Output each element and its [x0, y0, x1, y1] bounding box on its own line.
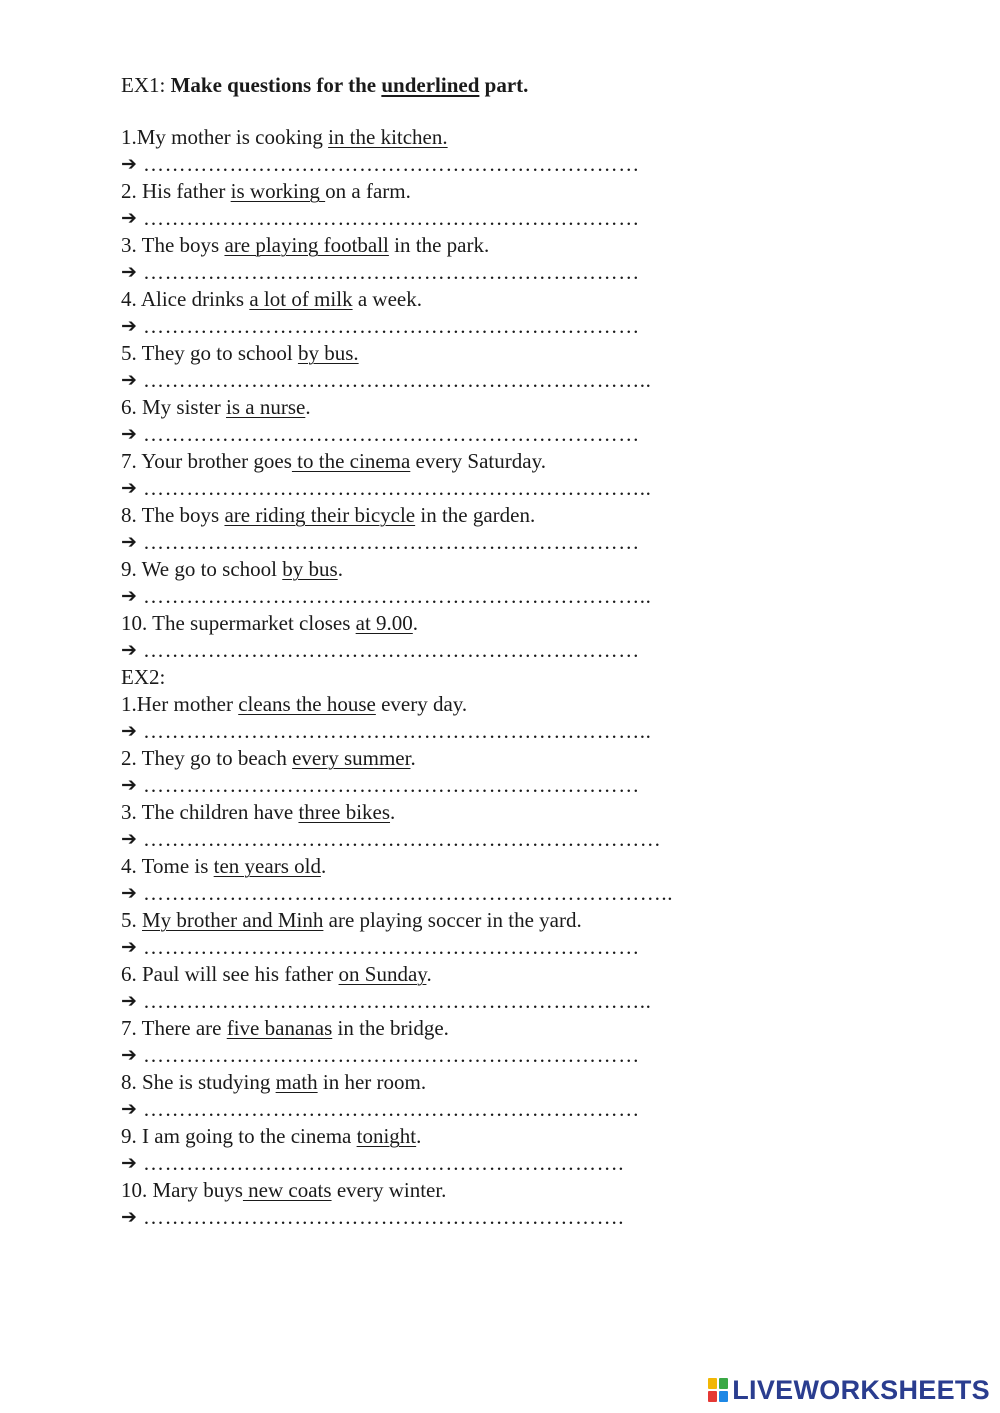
arrow-icon: ➔ — [121, 207, 137, 229]
ex1-answer-line-3[interactable] — [121, 259, 741, 286]
underlined-part: is a nurse — [226, 395, 306, 419]
answer-blank[interactable]: …………………………………………………………….. — [143, 476, 652, 500]
arrow-icon: ➔ — [121, 369, 137, 391]
ex1-question-2 — [121, 178, 741, 205]
underlined-part: cleans the house — [238, 692, 376, 716]
question-text: 8. The boys — [121, 503, 225, 527]
logo-square-2 — [719, 1378, 728, 1389]
underlined-part: is working — [230, 179, 326, 203]
ex2-question-9 — [121, 1123, 741, 1150]
ex2-answer-line-6[interactable] — [121, 988, 741, 1015]
question-text-end: every winter. — [331, 1178, 447, 1202]
answer-blank[interactable]: …………………………………………………………… — [143, 773, 640, 797]
ex1-question-9 — [121, 556, 741, 583]
ex1-answer-line-10[interactable] — [121, 637, 741, 664]
underlined-part: new coats — [242, 1178, 332, 1202]
arrow-icon: ➔ — [121, 936, 137, 958]
arrow-icon: ➔ — [121, 639, 137, 661]
question-text-end: on a farm. — [325, 179, 411, 203]
answer-blank[interactable]: …………………………………………………………….. — [143, 719, 652, 743]
question-text: 7. There are — [121, 1016, 227, 1040]
underlined-part: by bus — [282, 557, 338, 581]
question-text: 5. They go to school — [121, 341, 298, 365]
underlined-part: My brother and Minh — [142, 908, 324, 932]
ex1-answer-line-6[interactable] — [121, 421, 741, 448]
question-text: 6. My sister — [121, 395, 226, 419]
question-text-end: a week. — [352, 287, 422, 311]
ex2-question-7 — [121, 1015, 741, 1042]
question-text: 9. I am going to the cinema — [121, 1124, 357, 1148]
ex1-answer-line-1[interactable] — [121, 151, 741, 178]
answer-blank[interactable]: …………………………………………………………… — [143, 1043, 640, 1067]
worksheet — [121, 70, 741, 1231]
ex2-question-3 — [121, 799, 741, 826]
answer-blank[interactable]: …………………………………………………………… — [143, 638, 640, 662]
ex2-question-6 — [121, 961, 741, 988]
question-text-end: every day. — [375, 692, 468, 716]
ex2-question-8 — [121, 1069, 741, 1096]
ex2-answer-line-10[interactable] — [121, 1204, 741, 1231]
question-text: 6. Paul will see his father — [121, 962, 339, 986]
ex1-question-6 — [121, 394, 741, 421]
ex1-answer-line-2[interactable] — [121, 205, 741, 232]
ex1-instruction-pre: Make questions for the — [170, 73, 382, 97]
question-text: 1.Her mother — [121, 692, 239, 716]
underlined-part: on Sunday — [338, 962, 427, 986]
answer-blank[interactable]: …………………………………………………………… — [143, 152, 640, 176]
ex1-question-3 — [121, 232, 741, 259]
answer-blank[interactable]: …………………………………………………………….. — [143, 584, 652, 608]
answer-blank[interactable]: …………………………………………………………. — [143, 1205, 625, 1229]
arrow-icon: ➔ — [121, 1044, 137, 1066]
underlined-part: are playing football — [224, 233, 389, 257]
question-text: 4. Tome is — [121, 854, 214, 878]
underlined-part: by bus. — [297, 341, 359, 365]
ex2-question-2 — [121, 745, 741, 772]
ex1-answer-line-4[interactable] — [121, 313, 741, 340]
ex2-answer-line-9[interactable] — [121, 1150, 741, 1177]
question-text-end: . — [390, 800, 396, 824]
arrow-icon: ➔ — [121, 1206, 137, 1228]
underlined-part: ten years old — [213, 854, 321, 878]
underlined-part: math — [275, 1070, 318, 1094]
question-text-end: in the park. — [388, 233, 490, 257]
ex2-question-list — [121, 691, 741, 1231]
ex1-question-7 — [121, 448, 741, 475]
question-text-end: in her room. — [317, 1070, 427, 1094]
arrow-icon: ➔ — [121, 477, 137, 499]
ex1-label: EX1: — [121, 73, 171, 97]
ex2-answer-line-5[interactable] — [121, 934, 741, 961]
underlined-part: a lot of milk — [249, 287, 353, 311]
question-text-end: . — [412, 611, 419, 635]
ex1-question-5 — [121, 340, 741, 367]
answer-blank[interactable]: …………………………………………………………… — [143, 422, 640, 446]
question-text-end: . — [416, 1124, 422, 1148]
logo-square-3 — [708, 1391, 717, 1402]
question-text-end: in the bridge. — [332, 1016, 449, 1040]
underlined-part: are riding their bicycle — [224, 503, 416, 527]
question-text: 7. Your brother goes — [121, 449, 292, 473]
ex2-answer-line-4[interactable] — [121, 880, 741, 907]
underlined-part: tonight — [356, 1124, 417, 1148]
answer-blank[interactable]: ……………………………………………………………….. — [143, 881, 674, 905]
question-text: 4. Alice drinks — [121, 287, 250, 311]
arrow-icon: ➔ — [121, 315, 137, 337]
ex1-question-8 — [121, 502, 741, 529]
question-text-end: in the garden. — [415, 503, 536, 527]
underlined-part: to the cinema — [291, 449, 411, 473]
question-text: 2. They go to beach — [121, 746, 293, 770]
ex2-answer-line-7[interactable] — [121, 1042, 741, 1069]
arrow-icon: ➔ — [121, 1098, 137, 1120]
logo-square-4 — [719, 1391, 728, 1402]
question-text-end: every Saturday. — [410, 449, 546, 473]
ex2-answer-line-3[interactable] — [121, 826, 741, 853]
ex2-question-1 — [121, 691, 741, 718]
underlined-part: at 9.00 — [355, 611, 413, 635]
arrow-icon: ➔ — [121, 882, 137, 904]
answer-blank[interactable]: …………………………………………………………… — [143, 935, 640, 959]
question-text-end: . — [410, 746, 416, 770]
ex1-heading — [121, 70, 741, 100]
question-text-end: . — [426, 962, 432, 986]
answer-blank[interactable]: …………………………………………………………… — [143, 314, 640, 338]
question-text: 2. His father — [121, 179, 231, 203]
ex2-answer-line-1[interactable] — [121, 718, 741, 745]
ex2-answer-line-2[interactable] — [121, 772, 741, 799]
arrow-icon: ➔ — [121, 423, 137, 445]
ex1-answer-line-8[interactable] — [121, 529, 741, 556]
question-text: 10. Mary buys — [121, 1178, 243, 1202]
question-text-end: . — [320, 854, 327, 878]
logo-text: LIVEWORKSHEETS — [732, 1374, 990, 1405]
arrow-icon: ➔ — [121, 774, 137, 796]
arrow-icon: ➔ — [121, 1152, 137, 1174]
liveworksheets-logo-icon — [708, 1378, 728, 1402]
answer-blank[interactable]: …………………………………………………………….. — [143, 989, 652, 1013]
answer-blank[interactable]: ……………………………………………………………… — [143, 827, 662, 851]
arrow-icon: ➔ — [121, 585, 137, 607]
arrow-icon: ➔ — [121, 990, 137, 1012]
arrow-icon: ➔ — [121, 261, 137, 283]
underlined-part: in the kitchen. — [328, 125, 448, 149]
ex1-answer-line-9[interactable] — [121, 583, 741, 610]
question-text-end: . — [305, 395, 311, 419]
question-text-end: . — [337, 557, 343, 581]
ex1-question-10 — [121, 610, 741, 637]
question-text: 3. The children have — [121, 800, 299, 824]
underlined-part: five bananas — [226, 1016, 333, 1040]
answer-blank[interactable]: …………………………………………………………… — [143, 1097, 640, 1121]
ex2-question-5 — [121, 907, 741, 934]
ex1-answer-line-7[interactable] — [121, 475, 741, 502]
question-text: 1.My mother is cooking — [121, 125, 329, 149]
ex1-instruction-underlined: underlined — [381, 73, 480, 97]
ex1-instruction-post: part. — [479, 73, 529, 97]
underlined-part: every summer — [292, 746, 411, 770]
ex2-answer-line-8[interactable] — [121, 1096, 741, 1123]
question-text: 3. The boys — [121, 233, 225, 257]
arrow-icon: ➔ — [121, 720, 137, 742]
question-text: 8. She is studying — [121, 1070, 276, 1094]
arrow-icon: ➔ — [121, 531, 137, 553]
ex1-question-4 — [121, 286, 741, 313]
underlined-part: three bikes — [298, 800, 391, 824]
answer-blank[interactable]: …………………………………………………………… — [143, 260, 640, 284]
ex1-question-1 — [121, 124, 741, 151]
question-text: 5. — [121, 908, 142, 932]
answer-blank[interactable]: …………………………………………………………… — [143, 530, 640, 554]
question-text: 10. The supermarket closes — [121, 611, 356, 635]
logo-square-1 — [708, 1378, 717, 1389]
liveworksheets-logo — [708, 1375, 990, 1405]
ex1-question-list — [121, 124, 741, 664]
arrow-icon: ➔ — [121, 153, 137, 175]
ex2-question-10 — [121, 1177, 741, 1204]
answer-blank[interactable]: …………………………………………………………….. — [143, 368, 652, 392]
question-text: 9. We go to school — [121, 557, 283, 581]
ex2-question-4 — [121, 853, 741, 880]
arrow-icon: ➔ — [121, 828, 137, 850]
ex2-heading: EX2: — [121, 665, 166, 689]
answer-blank[interactable]: …………………………………………………………… — [143, 206, 640, 230]
question-text-end: are playing soccer in the yard. — [323, 908, 582, 932]
ex1-answer-line-5[interactable] — [121, 367, 741, 394]
answer-blank[interactable]: …………………………………………………………. — [143, 1151, 625, 1175]
